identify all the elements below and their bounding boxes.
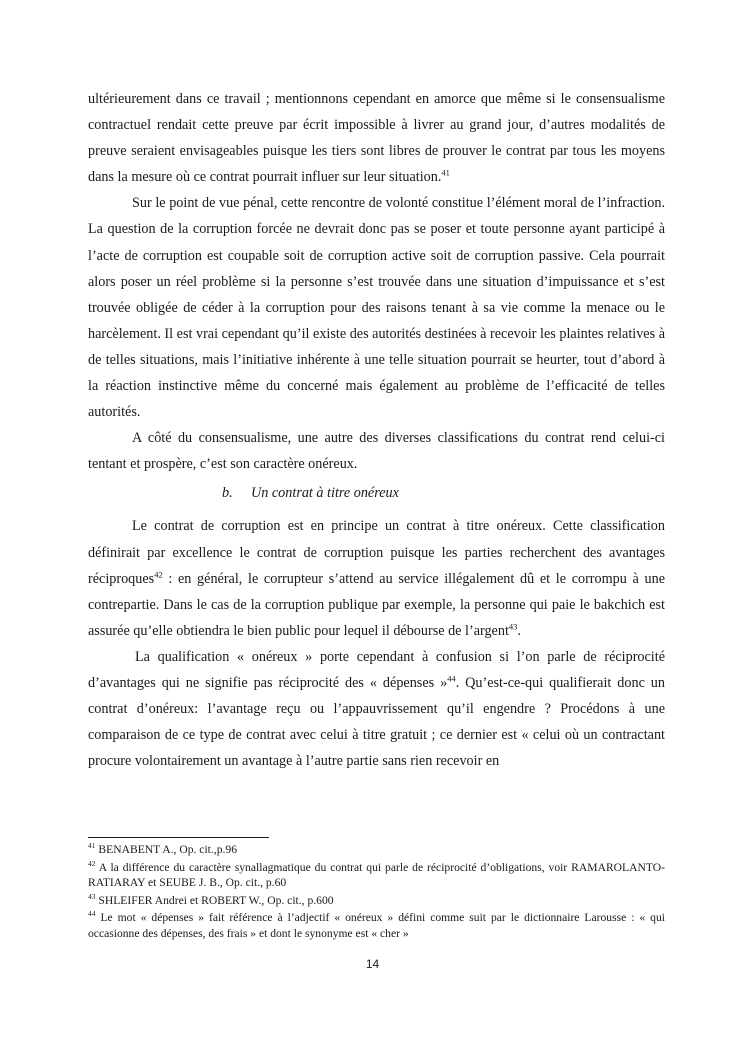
section-heading-label: b. <box>222 485 233 502</box>
footnote-text: Le mot « dépenses » fait référence à l’adjectif « onéreux » défini comme suit par le dictionnaire Larousse : « qui occasionne des dépenses, des frais » et dont le synonyme est « cher » <box>88 911 665 940</box>
footnote-43 <box>88 893 665 909</box>
page-number: 14 <box>365 957 380 971</box>
footnote-text: A la différence du caractère synallagmatique du contrat qui parle de réciprocité d’obligations, voir RAMAROLANTO-RATIARAY et SEUBE J. B., Op. cit., p.60 <box>88 860 665 890</box>
footnote-42 <box>88 860 665 891</box>
paragraph-5: La qualification « onéreux » porte cependant à confusion si l’on parle de réciprocité d’avantages qui ne signifie pas réciprocité des « dépenses »$^{44}$. Qu’est-ce-qui qualifierait donc un contrat d’onéreux: l’avantage reçu ou l’appauvrissement qu’il engendre ? Procédons à une comparaison de ce type de contrat avec celui à titre gratuit ; ce dernier est « celui où un contractant procure volontairement un avantage à l’autre partie sans rien recevoir en <box>88 648 665 770</box>
section-heading-text: Un contrat à titre onéreux <box>251 485 399 502</box>
footnote-41 <box>88 842 665 858</box>
footnote-number: 42 <box>88 858 96 868</box>
footnote-number: 44 <box>88 909 96 919</box>
footnote-number: 43 <box>88 891 96 901</box>
footnote-number: 41 <box>88 841 96 851</box>
paragraph-4: Le contrat de corruption est en principe un contrat à titre onéreux. Cette classification définirait par excellence le contrat de corruption puisque les parties recherchent des avantages réciproques$^{42}$ : en général, le corrupteur s’attend au service illégalement dû et le corrompu à une contrepartie. Dans le cas de la corruption publique par exemple, la personne qui paie le bakchich est assurée qu’elle obtiendra le bien public pour lequel il débourse de l’argent$^{43}$. <box>88 518 665 639</box>
paragraph-2: Sur le point de vue pénal, cette rencontre de volonté constitue l’élément moral de l’infraction. La question de la corruption forcée ne devrait donc pas se poser et toute personne ayant participé à l’acte de corruption est coupable soit de corruption active soit de corruption passive. Cela pourrait alors poser un réel problème si la personne s’est trouvée dans une situation d’impuissance et s’est trouvée obligée de céder à la corruption pour des raisons tenant à sa vie comme la menace ou le harcèlement. Il est vrai cependant qu’il existe des autorités destinées à recevoir les plaintes relatives à de telles situations, mais l’initiative inhérente à une telle situation pourrait se heurter, tout d’abord à la réaction instinctive même du concerné mais également au problème de l’efficacité de telles autorités. <box>88 195 665 421</box>
paragraph-1: ultérieurement dans ce travail ; mentionnons cependant en amorce que même si le consensualisme contractuel rendait cette preuve par écrit impossible à livrer au grand jour, d’autres modalités de preuve seraient envisageables puisque les tiers sont libres de prouver le contrat par tous les moyens dans la mesure où ce contrat pourrait influer sur leur situation.$^{41}$ <box>88 91 665 186</box>
paragraph-3: A côté du consensualisme, une autre des diverses classifications du contrat rend celui-ci tentant et prospère, c’est son caractère onéreux. <box>88 430 665 473</box>
footnote-text: BENABENT A., Op. cit.,p.96 <box>95 843 237 856</box>
footnote-ref-43[interactable]: 43 <box>508 621 518 632</box>
footnote-ref-41[interactable]: 41 <box>441 167 450 178</box>
footnote-44 <box>88 910 665 941</box>
footnote-ref-42[interactable]: 42 <box>154 568 163 579</box>
footnote-ref-44[interactable]: 44 <box>447 673 456 684</box>
footnotes <box>88 842 665 944</box>
section-heading <box>88 477 665 513</box>
body-text <box>88 86 665 774</box>
footnote-text: SHLEIFER Andrei et ROBERT W., Op. cit., p.600 <box>95 893 334 907</box>
footnote-separator <box>88 837 269 838</box>
